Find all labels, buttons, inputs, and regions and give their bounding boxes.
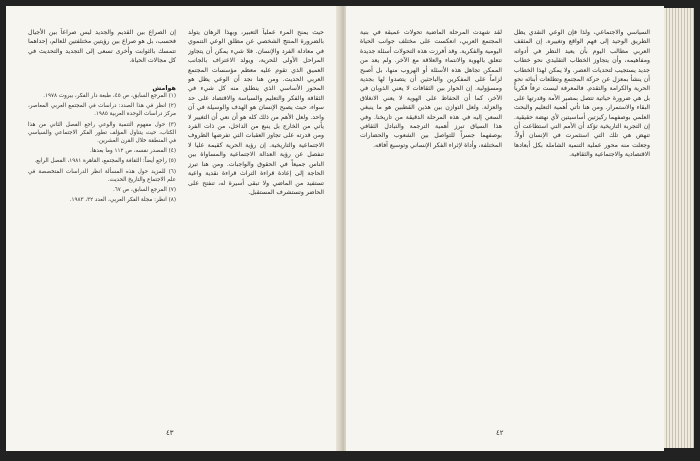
footnote: (٣) حول مفهوم التنمية والوعي راجع الفصل الثاني من هذا الكتاب، حيث يتناول المؤلف تطور الفكر الاجتماعي والسياسي في المنطقة خلال القرن العشرين. xyxy=(28,121,176,145)
left-page-column-main xyxy=(188,28,324,398)
footnote: (٢) انظر في هذا الصدد: دراسات في المجتمع العربي المعاصر، مركز دراسات الوحدة العربية ١٩٨٥. xyxy=(28,103,176,118)
footnotes-list xyxy=(28,92,176,397)
footnote: (١) المرجع السابق، ص ٤٥، طبعة دار الفكر، بيروت ١٩٧٨. xyxy=(43,93,176,99)
footnote: (٨) انظر: مجلة الفكر العربي، العدد ٣٢، ١٩٨٣. xyxy=(69,197,176,204)
footnote: (٤) المصدر نفسه، ص ١١٢ وما بعدها. xyxy=(89,148,176,155)
left-page-body-text-secondary: إن الصراع بين القديم والجديد ليس صراعاً بين الأجيال فحسب، بل هو صراع بين رؤيتين مختلفتين للعالم، إحداهما تتمسك بالثوابت وأخرى تسعى إلى التجديد والتحديث في كل مجالات الحياة. xyxy=(28,29,176,65)
right-page-column-second xyxy=(360,28,502,423)
footnote: (٥) راجع أيضاً: الثقافة والمجتمع، القاهرة ١٩٨١، الفصل الرابع. xyxy=(34,158,176,165)
footnotes-heading: هوامش xyxy=(152,84,176,92)
left-page-column-top xyxy=(28,28,176,88)
right-page-body-text: السياسي والاجتماعي، ولذا فإن الوعي النقدي يظل الطريق الوحيد إلى فهم الواقع وتغييره. إن المثقف العربي مطالب اليوم بأن يعيد النظر في أدواته ومفاهيمه، وأن يتجاوز الخطاب التقليدي نحو خطاب جديد يستجيب لتحديات العصر. ولا يمكن لهذا الخطاب أن ينشأ بمعزل عن حركة المجتمع وتطلعات أبنائه نحو الحرية والكرامة والتقدم. فالمعرفة ليست ترفاً فكرياً بل هي ضرورة حياتية تتصل بمصير الأمة وقدرتها على البقاء والاستمرار. ومن هنا تأتي أهمية التعليم والبحث العلمي بوصفهما ركيزتين أساسيتين لأي نهضة حقيقية. إن التجربة التاريخية تؤكد أن الأمم التي استطاعت أن تنهض هي تلك التي استثمرت في الإنسان أولاً، وجعلت منه محور عملية التنمية الشاملة بكل أبعادها الاقتصادية والاجتماعية والثقافية. xyxy=(514,29,650,159)
right-page-body-text-secondary: لقد شهدت المرحلة الماضية تحولات عميقة في بنية المجتمع العربي، انعكست على مختلف جوانب الحياة اليومية والفكرية. وقد أفرزت هذه التحولات أسئلة جديدة تتعلق بالهوية والانتماء والعلاقة مع الآخر. ولم يعد من الممكن تجاهل هذه الأسئلة أو الهروب منها، بل أصبح لزاماً على المفكرين والباحثين أن يتصدوا لها بجدية ومسؤولية. إن الحوار بين الثقافات لا يعني الذوبان في الآخر، كما أن الحفاظ على الهوية لا يعني الانغلاق والعزلة. ولعل التوازن بين هذين القطبين هو ما ينبغي السعي إليه في هذه المرحلة الدقيقة من تاريخنا. وفي هذا السياق تبرز أهمية الترجمة والتبادل الثقافي بوصفهما جسراً للتواصل بين الشعوب والحضارات المختلفة، وأداة لإثراء الفكر الإنساني وتوسيع آفاقه. xyxy=(360,29,502,149)
left-page-body-text: حيث يمنح المرء عملياً التعبير، وبهذا الرهان يتولد بالضرورة المنتج الشخصي عن مطلق الوعي التنموي في معادلة الفرد والإنسان. فلا شيء يمكن أن يتجاوز المراحل الأولى للحرية، ويولد الاعتراف بالجانب العميق الذي تقوم عليه معظم مؤسسات المجتمع العربي الحديث. ومن هنا نجد أن الوعي يظل هو المحور الأساسي الذي ينطلق منه كل شيء في الثقافة والفكر والتعليم والسياسة والاقتصاد على حد سواء، حيث يصبح الإنسان هو الهدف والوسيلة في آن واحد. ولعل الأهم من ذلك كله هو أن نعي أن التغيير لا يأتي من الخارج بل ينبع من الداخل، من ذات الفرد ومن قدرته على تجاوز العقبات التي تفرضها الظروف الاجتماعية والتاريخية. إن رؤية الحرية كقيمة عليا لا تنفصل عن رؤية العدالة الاجتماعية والمساواة بين الناس جميعاً في الحقوق والواجبات. ومن هنا تبرز الحاجة إلى إعادة قراءة التراث قراءة نقدية واعية تستفيد من الماضي ولا تبقى أسيرة له، تنفتح على الحاضر وتستشرف المستقبل. xyxy=(188,29,324,196)
right-page-number: ٤٢ xyxy=(496,429,504,437)
footnote: (٧) المرجع السابق، ص ٦٧. xyxy=(112,187,176,194)
page-edges xyxy=(664,8,694,448)
right-page-column-first xyxy=(514,28,650,423)
right-page xyxy=(346,6,664,451)
footnote: (٦) للمزيد حول هذه المسألة انظر الدراسات المتخصصة في علم الاجتماع والتاريخ الحديث. xyxy=(28,168,176,183)
left-page-number: ٤٣ xyxy=(166,429,174,437)
left-page xyxy=(6,6,343,451)
